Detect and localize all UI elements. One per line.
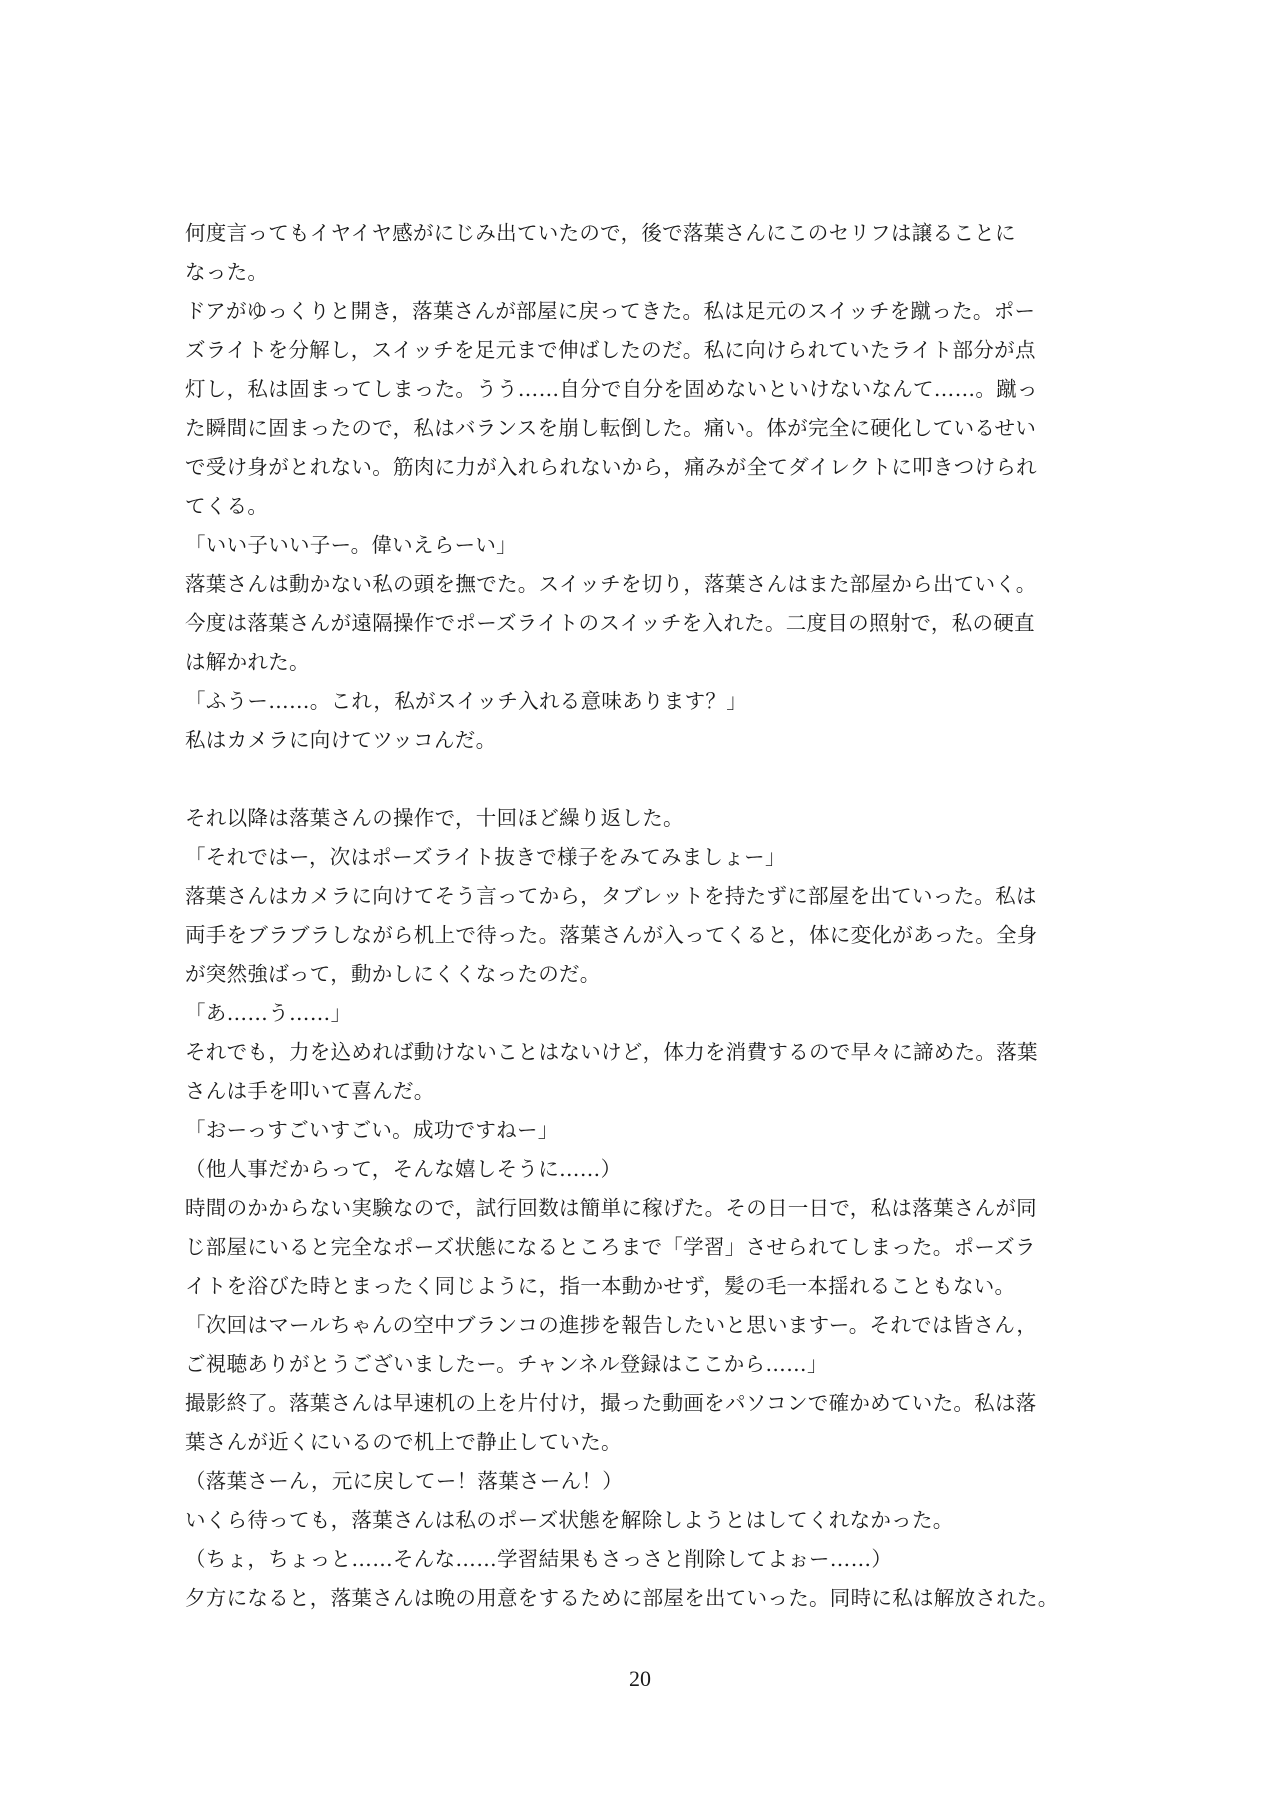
text-line: で受け身がとれない。筋肉に力が入れられないから，痛みが全てダイレクトに叩きつけられ: [185, 455, 1037, 479]
text-line: が突然強ばって，動かしにくくなったのだ。: [185, 962, 601, 986]
text-line: 「次回はマールちゃんの空中ブランコの進捗を報告したいと思いますー。それでは皆さん，: [185, 1313, 1038, 1337]
text-line: 「おーっすごいすごい。成功ですねー」: [185, 1118, 559, 1142]
text-line: じ部屋にいると完全なポーズ状態になるところまで「学習」させられてしまった。ポーズラ: [185, 1235, 1036, 1259]
text-line: （落葉さーん，元に戻してー！落葉さーん！）: [185, 1469, 624, 1493]
text-line: ドアがゆっくりと開き，落葉さんが部屋に戻ってきた。私は足元のスイッチを蹴った。ポー: [185, 299, 1036, 323]
text-line: 何度言ってもイヤイヤ感がにじみ出ていたので，後で落葉さんにこのセリフは譲ることに: [185, 221, 1016, 245]
text-line: さんは手を叩いて喜んだ。: [185, 1079, 435, 1103]
text-line: 「ふうー……。これ，私がスイッチ入れる意味あります？」: [185, 689, 748, 713]
text-line: 「それではー，次はポーズライト抜きで様子をみてみましょー」: [185, 845, 786, 869]
text-line: 私はカメラに向けてツッコんだ。: [185, 728, 497, 752]
text-line: 時間のかからない実験なので，試行回数は簡単に稼げた。その日一日で，私は落葉さんが同: [185, 1196, 1037, 1220]
text-line: 夕方になると，落葉さんは晩の用意をするために部屋を出ていった。同時に私は解放された。: [185, 1586, 1059, 1610]
page-number: 20: [629, 1666, 651, 1691]
text-line: 「あ……う……」: [185, 1001, 352, 1025]
text-line: てくる。: [185, 494, 269, 518]
text-line: ご視聴ありがとうございましたー。チャンネル登録はここから……」: [185, 1352, 828, 1376]
text-line: （ちょ，ちょっと……そんな……学習結果もさっさと削除してよぉー……）: [185, 1547, 893, 1571]
text-line: それ以降は落葉さんの操作で，十回ほど繰り返した。: [185, 806, 684, 830]
text-line: ズライトを分解し，スイッチを足元まで伸ばしたのだ。私に向けられていたライト部分が点: [185, 338, 1036, 362]
body-text: [185, 214, 1105, 1618]
text-line: なった。: [185, 260, 269, 284]
text-line: は解かれた。: [185, 650, 310, 674]
text-line: 撮影終了。落葉さんは早速机の上を片付け，撮った動画をパソコンで確かめていた。私は落: [185, 1391, 1037, 1415]
text-line: それでも，力を込めれば動けないことはないけど，体力を消費するので早々に諦めた。落葉: [185, 1040, 1038, 1064]
text-line: 今度は落葉さんが遠隔操作でポーズライトのスイッチを入れた。二度目の照射で，私の硬直: [185, 611, 1035, 635]
text-line: 「いい子いい子ー。偉いえらーい」: [185, 533, 517, 557]
text-line: 落葉さんは動かない私の頭を撫でた。スイッチを切り，落葉さんはまた部屋から出ていく。: [185, 572, 1037, 596]
blank-line: [185, 760, 1105, 799]
text-line: 両手をブラブラしながら机上で待った。落葉さんが入ってくると，体に変化があった。全身: [185, 923, 1038, 947]
text-line: いくら待っても，落葉さんは私のポーズ状態を解除しようとはしてくれなかった。: [185, 1508, 954, 1532]
text-line: た瞬間に固まったので，私はバランスを崩し転倒した。痛い。体が完全に硬化しているせい: [185, 416, 1037, 440]
text-line: （他人事だからって，そんな嬉しそうに……）: [185, 1157, 622, 1181]
text-line: イトを浴びた時とまったく同じように，指一本動かせず，髪の毛一本揺れることもない。: [185, 1274, 1016, 1298]
text-line: 葉さんが近くにいるので机上で静止していた。: [185, 1430, 622, 1454]
text-line: 落葉さんはカメラに向けてそう言ってから，タブレットを持たずに部屋を出ていった。私は: [185, 884, 1037, 908]
text-line: 灯し，私は固まってしまった。うう……自分で自分を固めないといけないなんて……。蹴っ: [185, 377, 1038, 401]
